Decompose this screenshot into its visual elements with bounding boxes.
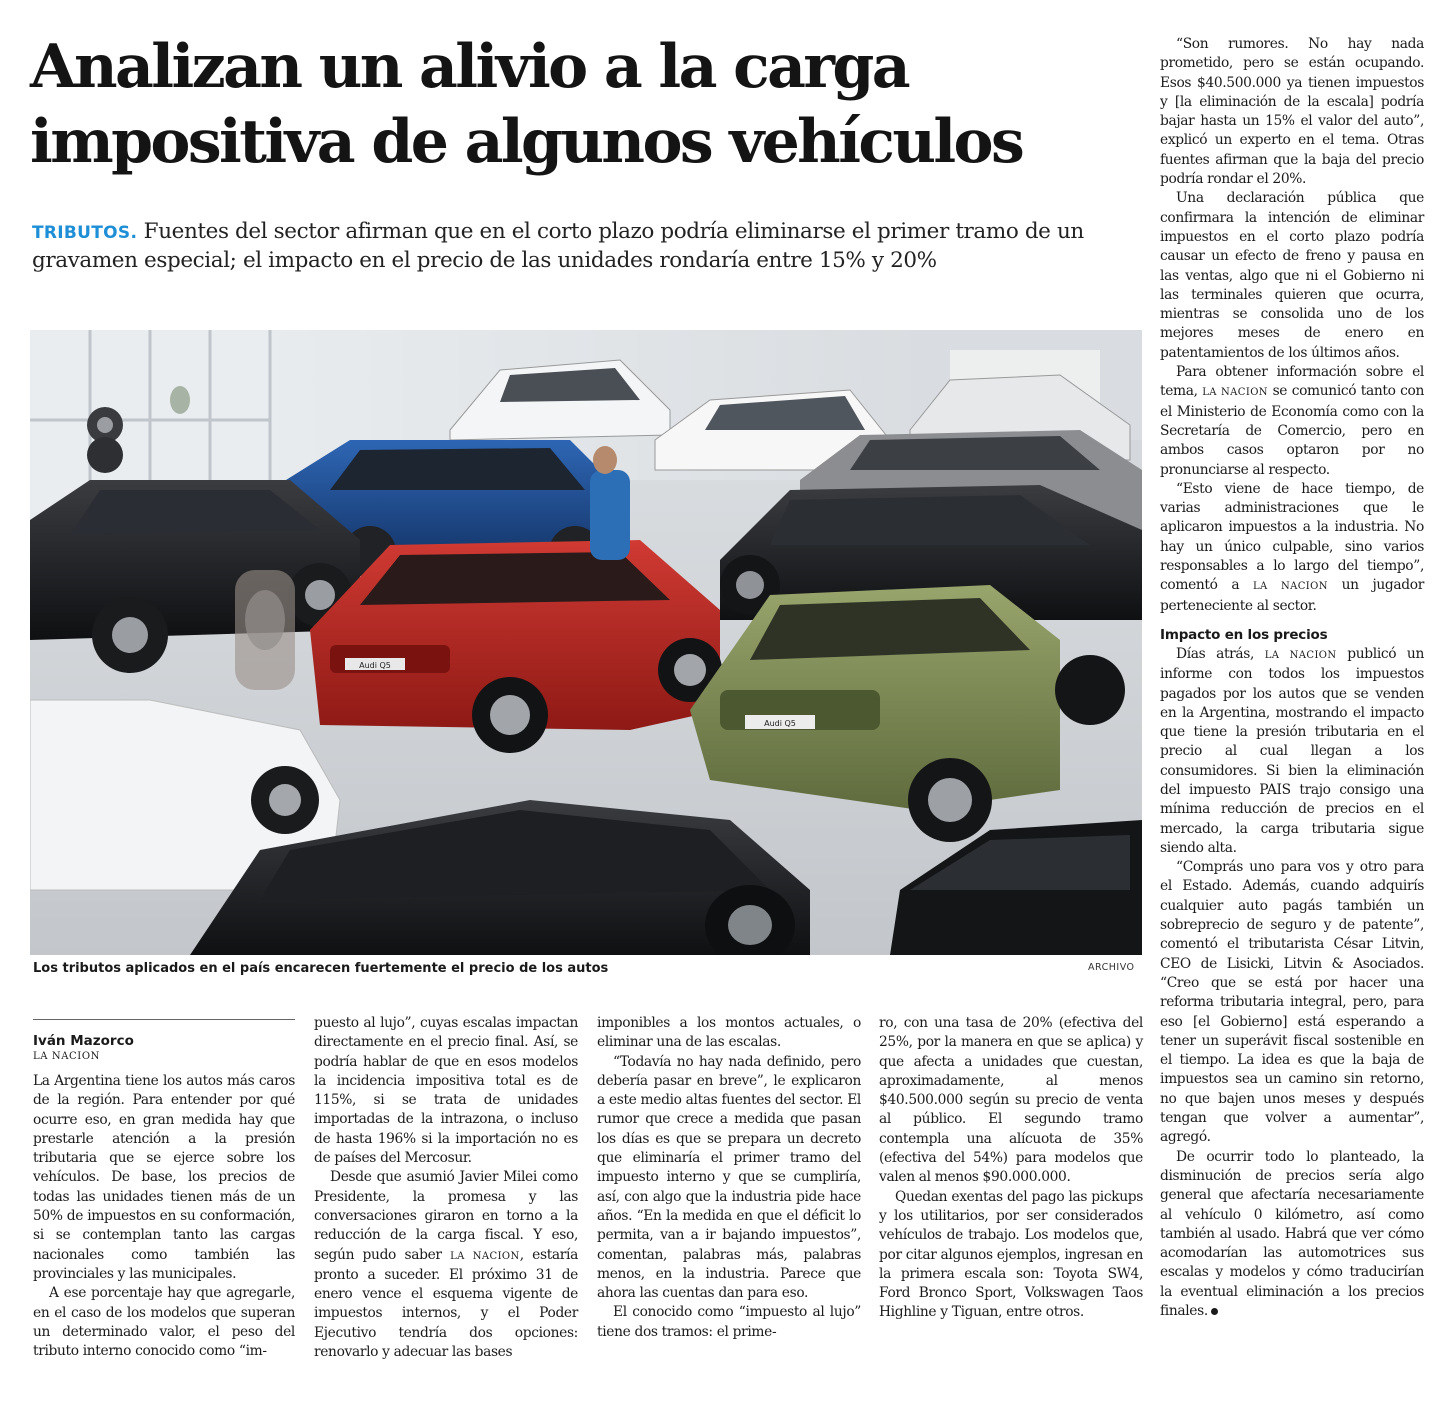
plate-right: Audi Q5 xyxy=(764,719,796,728)
bullet-end-icon xyxy=(1211,1308,1218,1315)
col5-paragraph-4 xyxy=(1160,480,1424,616)
inline-org: LA NACION xyxy=(1252,581,1328,593)
col5-p5-end: publicó un informe con todos los impuestos pagados por los autos que se venden en la Argentina, mostrando el impacto que tiene la presión tributaria en el precio al cual llegan a los consumidores. Si bien la eliminación del impuesto PAIS trajo consigo una mínima reducción de precios en el mercado, la carga tributaria sigue siendo alta. xyxy=(1160,645,1424,856)
col5-p3-end: se comunicó tanto con el Ministerio de Economía como con la Secretaría de Comercio, pero en ambos casos optaron por no pronunciarse al respecto. xyxy=(1160,383,1425,478)
column-2 xyxy=(314,1014,578,1362)
col5-p3-start: Para obtener información sobre el tema, xyxy=(1160,364,1424,400)
col3-paragraph-3: El conocido como “impuesto al lujo” tiene dos tramos: el prime- xyxy=(597,1304,861,1340)
col4-paragraph-2: Quedan exentas del pago las pickups y los utilitarios, por ser considerados vehículos de trabajo. Los modelos que, por citar algunos ejemplos, ingresan en la primera escala son: Toyota SW4, Ford Bronco Sport, Volkswagen Taos Highline y Tiguan, entre otros. xyxy=(879,1188,1143,1321)
inline-org: LA NACION xyxy=(1264,649,1337,661)
subhead: Impacto en los precios xyxy=(1160,626,1328,643)
column-4 xyxy=(879,1014,1143,1323)
col3-paragraph-2: “Todavía no hay nada definido, pero debería pasar en breve”, le explicaron a este medio altas fuentes del sector. El rumor que crece a medida que pasan los días es que se prepara un decreto que eliminaría el primer tramo del impuesto interno y que se cumpliría, así, con algo que la industria pide hace años. “En la medida en que el déficit lo permita, van a ir bajando impuestos”, comentan, palabras más, palabras menos, en la industria. Parece que ahora las cuentas dan para eso. xyxy=(597,1053,861,1302)
col1-paragraph-2: A ese porcentaje hay que agregarle, en el caso de los modelos que superan un determinado valor, el peso del tributo interno conocido como “im- xyxy=(33,1285,295,1360)
inline-org: LA NACION xyxy=(450,1250,520,1262)
col5-paragraph-1: “Son rumores. No hay nada prometido, pero se están ocupando. Esos $40.500.000 ya tienen impuestos y [la eliminación de la escala] podría bajar hasta un 15% el valor del auto”, explicó un experto en el tema. Otras fuentes afirman que la baja del precio podría rondar el 20%. xyxy=(1160,36,1424,188)
col5-paragraph-3 xyxy=(1160,363,1424,480)
photo-caption: Los tributos aplicados en el país encarecen fuertemente el precio de los autos xyxy=(33,961,609,976)
column-3 xyxy=(597,1014,861,1342)
col5-paragraph-7 xyxy=(1160,1148,1424,1322)
deck xyxy=(32,218,1142,275)
byline-rule xyxy=(33,1019,295,1020)
col5-p7-text: De ocurrir todo lo planteado, la disminución de precios sería algo general que afectaría necesariamente al vehículo 0 kilómetro, así como también al usado. Habrá que ver cómo acomodarían las automotrices sus escalas y modelos y cómo traducirían la eventual eliminación a los precios finales. xyxy=(1160,1148,1424,1319)
column-5 xyxy=(1160,35,1424,1321)
column-1 xyxy=(33,1072,295,1361)
col5-p5-start: Días atrás, xyxy=(1176,645,1255,662)
col3-paragraph-1: imponibles a los montos actuales, o eliminar una de las escalas. xyxy=(597,1015,861,1051)
col1-paragraph-1: La Argentina tiene los autos más caros de la región. Para entender por qué ocurre eso, en gran medida hay que prestarle atención a la presión tributaria que se ejerce sobre los vehículos. De base, los precios de todas las unidades tienen más de un 50% de impuestos en su conformación, si se contemplan tanto las cargas nacionales como también las provinciales y las municipales. xyxy=(33,1073,295,1282)
col2-paragraph-2 xyxy=(314,1168,578,1362)
showroom-illustration xyxy=(30,330,1142,955)
photo-credit: ARCHIVO xyxy=(1088,962,1135,973)
deck-kicker: TRIBUTOS. xyxy=(32,223,138,243)
plate-left: Audi Q5 xyxy=(359,661,391,670)
deck-text: Fuentes del sector afirman que en el corto plazo podría eliminarse el primer tramo de un gravamen especial; el impacto en el precio de las unidades rondaría entre 15% y 20% xyxy=(32,219,1084,273)
col5-p4-start: “Esto viene de hace tiempo, de varias administraciones que le aplicaron impuestos a la industria. No hay un único culpable, sino varios responsables a lo largo del tiempo”, comentó a xyxy=(1160,480,1424,594)
col5-p4-end: un jugador perteneciente al sector. xyxy=(1160,577,1424,614)
col5-paragraph-2: Una declaración pública que confirmara la intención de eliminar impuestos en el corto plazo podría causar un efecto de freno y pausa en las ventas, algo que ni el Gobierno ni las terminales quieren que ocurra, mientras se consolida uno de los mejores meses de enero en patentamientos de los últimos años. xyxy=(1160,190,1424,361)
headline: Analizan un alivio a la carga impositiva de algunos vehículos xyxy=(30,32,1023,177)
col5-paragraph-5 xyxy=(1160,645,1424,858)
col5-paragraph-6: “Comprás uno para vos y otro para el Estado. Además, cuando adquirís cualquier auto pagás también un sobreprecio de seguro y de patente”, comentó el tributarista César Litvin, CEO de Lisicki, Litvin & Asociados. “Creo que se está por hacer una reforma tributaria integral, pero, para eso [el Gobierno] está esperando a tener un superávit fiscal sostenible en el tiempo. La idea es que la baja de impuestos sea un camino sin retorno, no que bajen unos meses y después tengan que volver a aumentar”, agregó. xyxy=(1160,859,1424,1146)
byline-author: Iván Mazorco xyxy=(33,1033,134,1049)
inline-org: LA NACION xyxy=(1202,387,1268,399)
col2-paragraph-1: puesto al lujo”, cuyas escalas impactan directamente en el precio final. Así, se podría hablar de que en esos modelos la incidencia impositiva total es de 115%, si se trata de unidades importadas de la intrazona, o incluso de hasta 196% si la importación no es de países del Mercosur. xyxy=(314,1015,578,1167)
col4-paragraph-1: ro, con una tasa de 20% (efectiva del 25%, por la manera en que se aplica) y que afecta a unidades que cuestan, aproximadamente, al menos $40.500.000 según su precio de venta al público. El segundo tramo contempla una alícuota de 35% (efectiva del 54%) para modelos que valen al menos $90.000.000. xyxy=(879,1015,1143,1186)
col2-p2-start: Desde que asumió Javier Milei como Presidente, la promesa y las conversaciones giraron en torno a la reducción de la carga fiscal. Y eso, según pudo saber xyxy=(314,1169,578,1263)
byline-org: LA NACION xyxy=(33,1051,100,1062)
col2-p2-end: , estaría pronto a suceder. El próximo 31 de enero vence el esquema vigente de impuestos internos, y el Poder Ejecutivo tendría dos opciones: renovarlo y adecuar las bases xyxy=(314,1246,578,1361)
photo-car-showroom xyxy=(30,330,1142,955)
